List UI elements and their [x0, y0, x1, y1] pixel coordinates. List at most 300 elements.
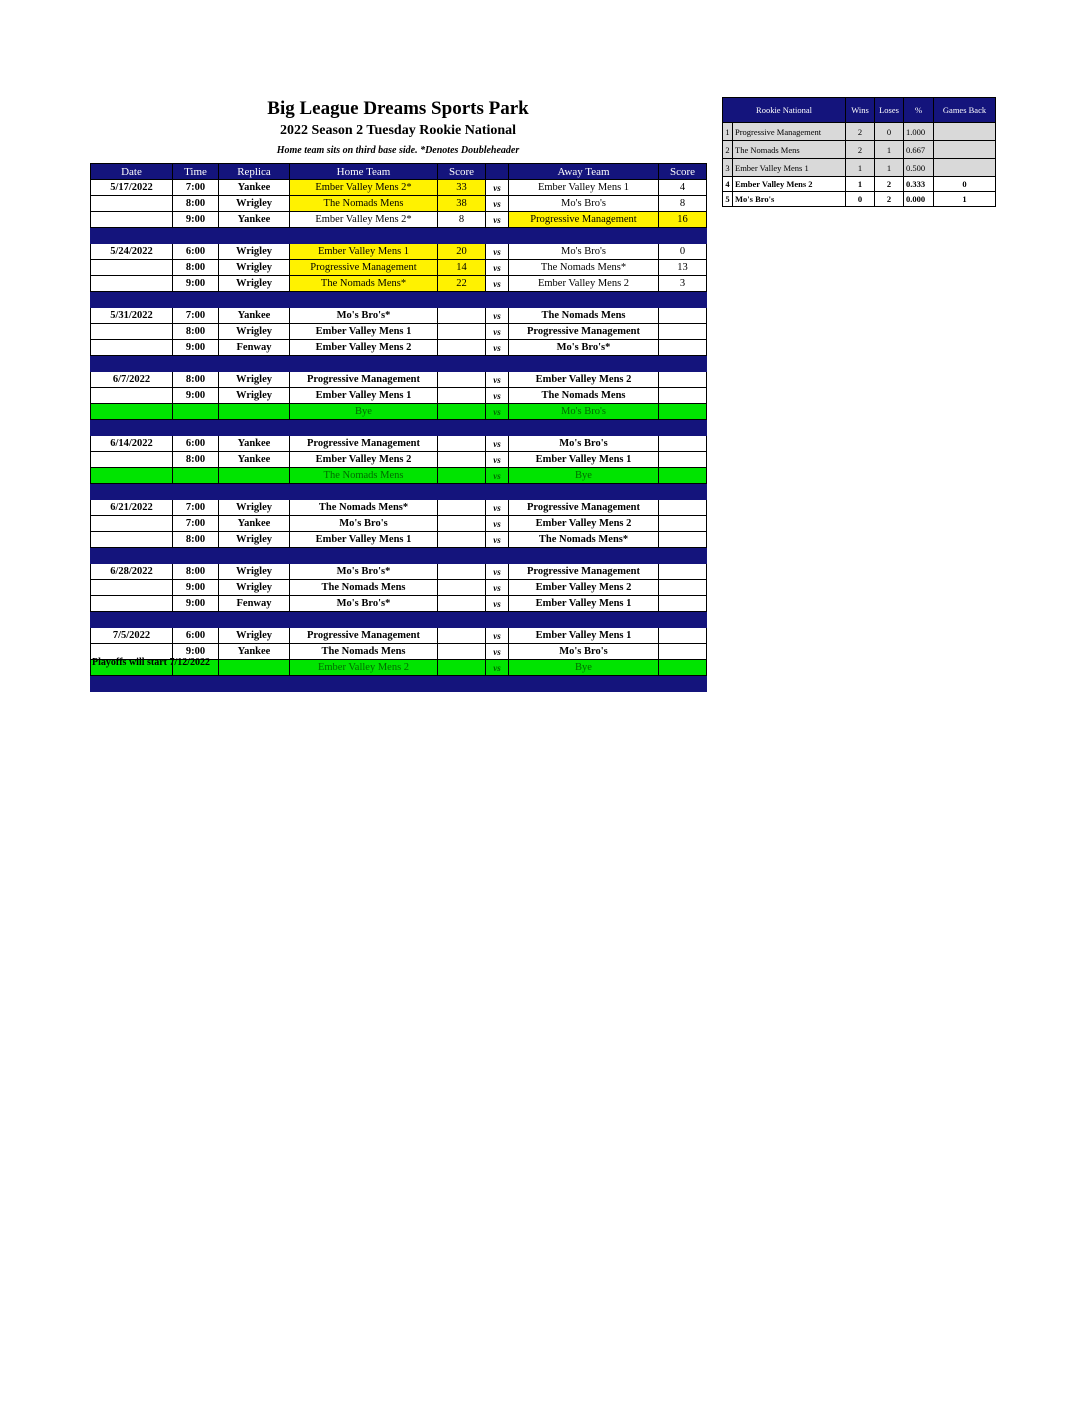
rank-cell: 2 — [723, 141, 733, 159]
away-score-cell: 8 — [659, 196, 707, 212]
rank-cell: 3 — [723, 159, 733, 177]
game-row — [91, 388, 707, 404]
separator-cell — [91, 292, 173, 308]
date-cell — [91, 260, 173, 276]
time-cell: 9:00 — [173, 580, 219, 596]
separator-cell — [438, 484, 486, 500]
away-team-cell: The Nomads Mens — [509, 388, 659, 404]
date-cell — [91, 212, 173, 228]
date-cell: 5/24/2022 — [91, 244, 173, 260]
week-separator — [91, 228, 707, 244]
loses-cell: 1 — [875, 141, 904, 159]
vs-cell: vs — [486, 388, 509, 404]
standings-header-division: Rookie National — [723, 98, 846, 123]
loses-cell: 2 — [875, 192, 904, 207]
away-score-cell: 4 — [659, 180, 707, 196]
separator-cell — [219, 676, 290, 692]
games-back-cell — [934, 159, 996, 177]
pct-cell: 0.667 — [904, 141, 934, 159]
away-team-cell: The Nomads Mens* — [509, 260, 659, 276]
game-row — [91, 516, 707, 532]
replica-cell: Wrigley — [219, 260, 290, 276]
week-separator — [91, 484, 707, 500]
vs-cell: vs — [486, 404, 509, 420]
vs-cell: vs — [486, 468, 509, 484]
game-row — [91, 180, 707, 196]
home-score-cell — [438, 596, 486, 612]
away-team-cell: Progressive Management — [509, 500, 659, 516]
separator-cell — [438, 548, 486, 564]
home-score-cell: 22 — [438, 276, 486, 292]
home-team-cell: The Nomads Mens — [290, 196, 438, 212]
replica-cell: Yankee — [219, 452, 290, 468]
separator-cell — [509, 676, 659, 692]
home-team-cell: Ember Valley Mens 1 — [290, 244, 438, 260]
home-score-cell — [438, 324, 486, 340]
game-row — [91, 324, 707, 340]
away-team-cell: Mo's Bro's — [509, 244, 659, 260]
schedule-body — [91, 180, 707, 692]
schedule-header-row — [91, 164, 707, 180]
separator-cell — [486, 356, 509, 372]
separator-cell — [438, 420, 486, 436]
separator-cell — [91, 676, 173, 692]
home-team-cell: Mo's Bro's — [290, 516, 438, 532]
separator-cell — [91, 420, 173, 436]
vs-cell: vs — [486, 596, 509, 612]
rank-cell: 1 — [723, 123, 733, 141]
wins-cell: 2 — [846, 141, 875, 159]
date-cell: 7/5/2022 — [91, 628, 173, 644]
separator-cell — [290, 548, 438, 564]
home-team-cell: Ember Valley Mens 1 — [290, 324, 438, 340]
home-score-cell — [438, 404, 486, 420]
date-cell: 6/14/2022 — [91, 436, 173, 452]
home-team-cell: Progressive Management — [290, 260, 438, 276]
vs-cell: vs — [486, 180, 509, 196]
away-team-cell: Mo's Bro's — [509, 644, 659, 660]
separator-cell — [486, 484, 509, 500]
away-team-cell: Ember Valley Mens 1 — [509, 628, 659, 644]
games-back-cell — [934, 141, 996, 159]
away-score-cell: 16 — [659, 212, 707, 228]
separator-cell — [173, 356, 219, 372]
home-team-cell: Ember Valley Mens 2 — [290, 340, 438, 356]
separator-cell — [173, 292, 219, 308]
col-header-replica: Replica — [219, 164, 290, 180]
replica-cell: Yankee — [219, 180, 290, 196]
playoffs-note: Playoffs will start 7/12/2022 — [92, 657, 211, 668]
separator-cell — [659, 292, 707, 308]
page-subtitle: 2022 Season 2 Tuesday Rookie National — [279, 123, 517, 138]
time-cell — [173, 468, 219, 484]
separator-cell — [290, 676, 438, 692]
separator-cell — [509, 484, 659, 500]
vs-cell: vs — [486, 532, 509, 548]
away-team-cell: The Nomads Mens — [509, 308, 659, 324]
time-cell: 6:00 — [173, 244, 219, 260]
time-cell: 6:00 — [173, 628, 219, 644]
loses-cell: 2 — [875, 177, 904, 192]
standings-header-pct: % — [904, 98, 934, 123]
team-cell: Ember Valley Mens 1 — [733, 159, 846, 177]
vs-cell: vs — [486, 372, 509, 388]
standings-body — [723, 123, 996, 207]
away-score-cell — [659, 532, 707, 548]
vs-cell: vs — [486, 452, 509, 468]
away-score-cell — [659, 372, 707, 388]
schedule-note: Home team sits on third base side. *Denotes Doubleheader — [276, 145, 520, 156]
replica-cell: Wrigley — [219, 196, 290, 212]
separator-cell — [219, 228, 290, 244]
separator-cell — [486, 612, 509, 628]
date-cell: 6/28/2022 — [91, 564, 173, 580]
separator-cell — [659, 612, 707, 628]
home-team-cell: Ember Valley Mens 2 — [290, 660, 438, 676]
standings-row — [723, 177, 996, 192]
standings-row — [723, 123, 996, 141]
col-header-away-team: Away Team — [509, 164, 659, 180]
bye-row — [91, 468, 707, 484]
games-back-cell: 1 — [934, 192, 996, 207]
separator-cell — [659, 548, 707, 564]
vs-cell: vs — [486, 660, 509, 676]
separator-cell — [290, 420, 438, 436]
vs-cell: vs — [486, 436, 509, 452]
home-team-cell: Progressive Management — [290, 372, 438, 388]
standings-row — [723, 159, 996, 177]
away-team-cell: Progressive Management — [509, 212, 659, 228]
home-score-cell: 20 — [438, 244, 486, 260]
time-cell: 8:00 — [173, 260, 219, 276]
game-row — [91, 564, 707, 580]
home-team-cell: Mo's Bro's* — [290, 564, 438, 580]
date-cell — [91, 516, 173, 532]
separator-cell — [219, 356, 290, 372]
home-team-cell: The Nomads Mens — [290, 580, 438, 596]
away-score-cell — [659, 452, 707, 468]
away-score-cell — [659, 500, 707, 516]
date-cell — [91, 340, 173, 356]
separator-cell — [438, 612, 486, 628]
game-row — [91, 452, 707, 468]
week-separator — [91, 676, 707, 692]
date-cell: 5/31/2022 — [91, 308, 173, 324]
vs-cell: vs — [486, 260, 509, 276]
team-cell: The Nomads Mens — [733, 141, 846, 159]
separator-cell — [659, 356, 707, 372]
separator-cell — [91, 548, 173, 564]
replica-cell: Wrigley — [219, 244, 290, 260]
separator-cell — [509, 356, 659, 372]
time-cell: 8:00 — [173, 564, 219, 580]
vs-cell: vs — [486, 516, 509, 532]
home-score-cell — [438, 372, 486, 388]
wins-cell: 0 — [846, 192, 875, 207]
away-team-cell: Mo's Bro's — [509, 404, 659, 420]
week-separator — [91, 420, 707, 436]
vs-cell: vs — [486, 324, 509, 340]
replica-cell: Yankee — [219, 212, 290, 228]
vs-cell: vs — [486, 196, 509, 212]
game-row — [91, 436, 707, 452]
wins-cell: 2 — [846, 123, 875, 141]
standings-row — [723, 192, 996, 207]
away-score-cell — [659, 580, 707, 596]
bye-row — [91, 404, 707, 420]
date-cell — [91, 468, 173, 484]
standings-header-row — [723, 98, 996, 123]
home-score-cell — [438, 628, 486, 644]
schedule-table — [90, 163, 707, 692]
home-score-cell: 33 — [438, 180, 486, 196]
separator-cell — [438, 228, 486, 244]
week-separator — [91, 292, 707, 308]
standings-header-games-back: Games Back — [934, 98, 996, 123]
time-cell: 8:00 — [173, 324, 219, 340]
home-score-cell — [438, 532, 486, 548]
separator-cell — [486, 420, 509, 436]
separator-cell — [486, 548, 509, 564]
separator-cell — [509, 228, 659, 244]
vs-cell: vs — [486, 628, 509, 644]
away-score-cell — [659, 404, 707, 420]
replica-cell: Yankee — [219, 516, 290, 532]
home-team-cell: Ember Valley Mens 1 — [290, 532, 438, 548]
away-team-cell: Mo's Bro's — [509, 436, 659, 452]
home-score-cell — [438, 644, 486, 660]
time-cell: 8:00 — [173, 372, 219, 388]
game-row — [91, 196, 707, 212]
vs-cell: vs — [486, 580, 509, 596]
away-score-cell — [659, 660, 707, 676]
pct-cell: 0.000 — [904, 192, 934, 207]
replica-cell — [219, 660, 290, 676]
replica-cell — [219, 468, 290, 484]
date-cell — [91, 324, 173, 340]
away-team-cell: Bye — [509, 468, 659, 484]
game-row — [91, 500, 707, 516]
replica-cell: Fenway — [219, 596, 290, 612]
date-cell: 6/21/2022 — [91, 500, 173, 516]
replica-cell: Yankee — [219, 436, 290, 452]
time-cell: 9:00 — [173, 276, 219, 292]
replica-cell: Wrigley — [219, 324, 290, 340]
separator-cell — [290, 484, 438, 500]
page-title: Big League Dreams Sports Park — [267, 98, 529, 119]
home-score-cell — [438, 308, 486, 324]
col-header-away-score: Score — [659, 164, 707, 180]
away-score-cell — [659, 388, 707, 404]
home-team-cell: Ember Valley Mens 2* — [290, 212, 438, 228]
home-team-cell: Ember Valley Mens 2* — [290, 180, 438, 196]
home-score-cell — [438, 436, 486, 452]
separator-cell — [659, 420, 707, 436]
home-team-cell: The Nomads Mens — [290, 644, 438, 660]
separator-cell — [91, 612, 173, 628]
time-cell: 7:00 — [173, 180, 219, 196]
separator-cell — [219, 420, 290, 436]
away-team-cell: Ember Valley Mens 2 — [509, 276, 659, 292]
replica-cell: Wrigley — [219, 500, 290, 516]
separator-cell — [509, 292, 659, 308]
date-cell — [91, 276, 173, 292]
time-cell: 7:00 — [173, 308, 219, 324]
pct-cell: 0.500 — [904, 159, 934, 177]
away-team-cell: Mo's Bro's* — [509, 340, 659, 356]
replica-cell: Wrigley — [219, 276, 290, 292]
team-cell: Mo's Bro's — [733, 192, 846, 207]
away-team-cell: Ember Valley Mens 2 — [509, 580, 659, 596]
game-row — [91, 260, 707, 276]
separator-cell — [91, 484, 173, 500]
home-team-cell: Progressive Management — [290, 436, 438, 452]
vs-cell: vs — [486, 212, 509, 228]
week-separator — [91, 548, 707, 564]
col-header-date: Date — [91, 164, 173, 180]
home-score-cell: 38 — [438, 196, 486, 212]
games-back-cell — [934, 123, 996, 141]
home-team-cell: Mo's Bro's* — [290, 596, 438, 612]
time-cell: 9:00 — [173, 340, 219, 356]
separator-cell — [219, 484, 290, 500]
home-score-cell — [438, 564, 486, 580]
away-score-cell: 0 — [659, 244, 707, 260]
game-row — [91, 308, 707, 324]
away-score-cell — [659, 596, 707, 612]
loses-cell: 0 — [875, 123, 904, 141]
rank-cell: 4 — [723, 177, 733, 192]
home-score-cell — [438, 500, 486, 516]
time-cell: 9:00 — [173, 644, 219, 660]
away-score-cell — [659, 436, 707, 452]
game-row — [91, 212, 707, 228]
time-cell: 8:00 — [173, 452, 219, 468]
separator-cell — [219, 548, 290, 564]
away-score-cell: 13 — [659, 260, 707, 276]
standings-header-wins: Wins — [846, 98, 875, 123]
vs-cell: vs — [486, 564, 509, 580]
date-cell — [91, 452, 173, 468]
replica-cell: Fenway — [219, 340, 290, 356]
time-cell: 7:00 — [173, 500, 219, 516]
home-team-cell: Progressive Management — [290, 628, 438, 644]
away-score-cell — [659, 516, 707, 532]
separator-cell — [290, 612, 438, 628]
away-score-cell — [659, 468, 707, 484]
game-row — [91, 580, 707, 596]
separator-cell — [659, 676, 707, 692]
replica-cell: Yankee — [219, 308, 290, 324]
game-row — [91, 244, 707, 260]
game-row — [91, 340, 707, 356]
replica-cell: Wrigley — [219, 564, 290, 580]
home-score-cell — [438, 660, 486, 676]
team-cell: Progressive Management — [733, 123, 846, 141]
time-cell: 9:00 — [173, 388, 219, 404]
date-cell — [91, 404, 173, 420]
team-cell: Ember Valley Mens 2 — [733, 177, 846, 192]
away-team-cell: Ember Valley Mens 2 — [509, 516, 659, 532]
separator-cell — [91, 356, 173, 372]
away-score-cell — [659, 324, 707, 340]
away-score-cell — [659, 628, 707, 644]
home-score-cell — [438, 468, 486, 484]
home-score-cell: 14 — [438, 260, 486, 276]
separator-cell — [509, 548, 659, 564]
replica-cell — [219, 404, 290, 420]
date-cell: 5/17/2022 — [91, 180, 173, 196]
home-score-cell — [438, 452, 486, 468]
week-separator — [91, 612, 707, 628]
home-team-cell: Bye — [290, 404, 438, 420]
wins-cell: 1 — [846, 177, 875, 192]
pct-cell: 1.000 — [904, 123, 934, 141]
time-cell: 9:00 — [173, 596, 219, 612]
home-score-cell — [438, 580, 486, 596]
away-team-cell: Ember Valley Mens 2 — [509, 372, 659, 388]
game-row — [91, 372, 707, 388]
game-row — [91, 276, 707, 292]
home-team-cell: Ember Valley Mens 1 — [290, 388, 438, 404]
time-cell: 8:00 — [173, 532, 219, 548]
separator-cell — [173, 548, 219, 564]
col-header-home-score: Score — [438, 164, 486, 180]
separator-cell — [438, 292, 486, 308]
home-team-cell: The Nomads Mens* — [290, 500, 438, 516]
away-score-cell — [659, 340, 707, 356]
game-row — [91, 628, 707, 644]
replica-cell: Wrigley — [219, 372, 290, 388]
vs-cell: vs — [486, 644, 509, 660]
time-cell — [173, 404, 219, 420]
away-team-cell: Ember Valley Mens 1 — [509, 596, 659, 612]
date-cell — [91, 532, 173, 548]
separator-cell — [509, 612, 659, 628]
vs-cell: vs — [486, 500, 509, 516]
separator-cell — [173, 612, 219, 628]
home-team-cell: Ember Valley Mens 2 — [290, 452, 438, 468]
home-score-cell — [438, 388, 486, 404]
vs-cell: vs — [486, 340, 509, 356]
home-team-cell: The Nomads Mens* — [290, 276, 438, 292]
home-score-cell — [438, 516, 486, 532]
separator-cell — [509, 420, 659, 436]
wins-cell: 1 — [846, 159, 875, 177]
date-cell — [91, 580, 173, 596]
standings-table — [722, 97, 996, 207]
away-score-cell — [659, 308, 707, 324]
separator-cell — [659, 484, 707, 500]
games-back-cell: 0 — [934, 177, 996, 192]
separator-cell — [173, 228, 219, 244]
time-cell: 9:00 — [173, 212, 219, 228]
away-team-cell: Bye — [509, 660, 659, 676]
separator-cell — [219, 612, 290, 628]
time-cell: 8:00 — [173, 196, 219, 212]
separator-cell — [173, 420, 219, 436]
vs-cell: vs — [486, 244, 509, 260]
separator-cell — [486, 292, 509, 308]
replica-cell: Wrigley — [219, 388, 290, 404]
separator-cell — [219, 292, 290, 308]
standings-header-loses: Loses — [875, 98, 904, 123]
vs-cell: vs — [486, 276, 509, 292]
loses-cell: 1 — [875, 159, 904, 177]
col-header-vs — [486, 164, 509, 180]
date-cell — [91, 596, 173, 612]
separator-cell — [438, 356, 486, 372]
